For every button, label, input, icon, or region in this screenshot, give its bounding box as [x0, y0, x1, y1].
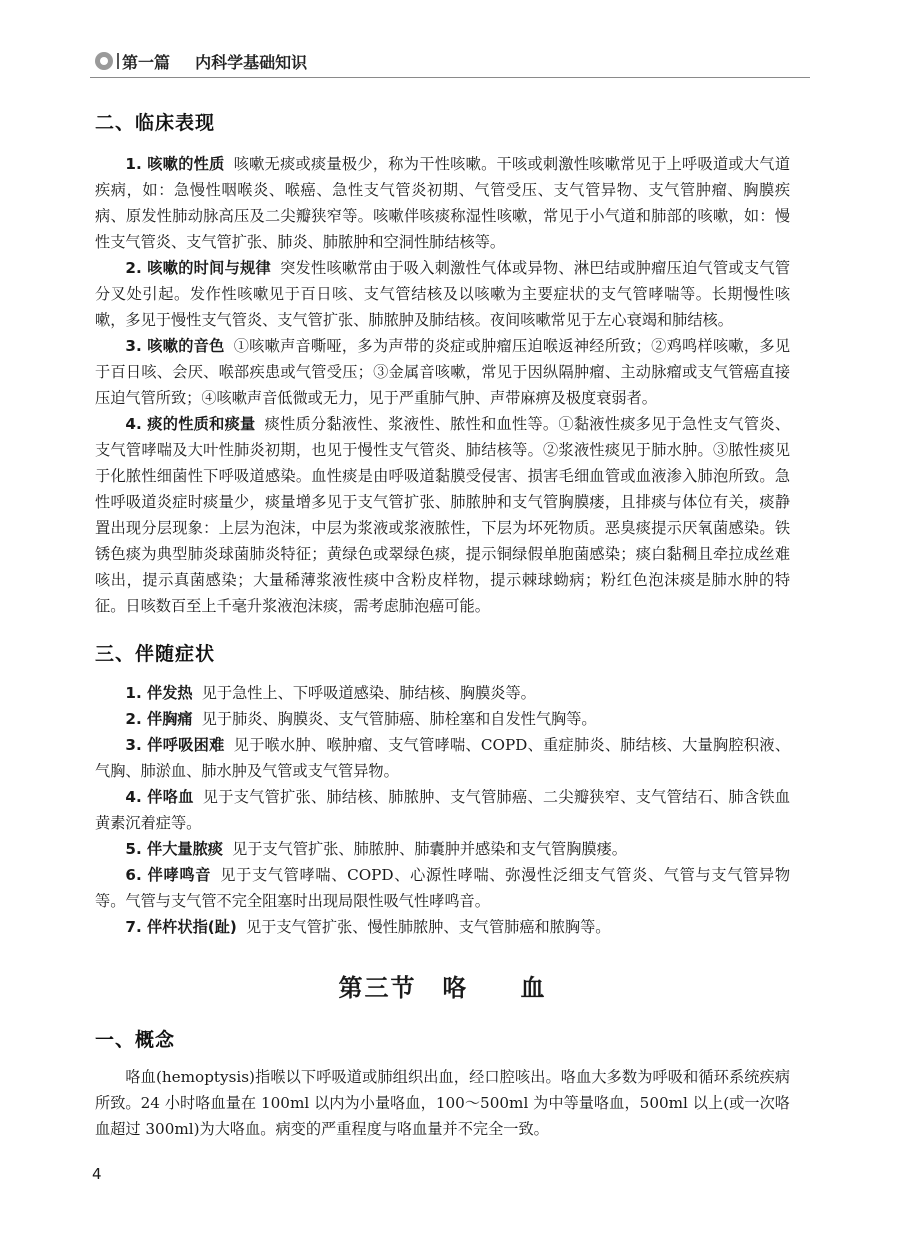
header-part: 第一篇: [122, 53, 171, 72]
item-text: 见于支气管扩张、慢性肺脓肿、支气管肺癌和脓胸等。: [245, 918, 611, 936]
item-text: 见于肺炎、胸膜炎、支气管肺癌、肺栓塞和自发性气胸等。: [201, 710, 597, 728]
list-item: [95, 784, 790, 836]
list-item: [95, 680, 790, 706]
list-item: [95, 732, 790, 784]
paragraph-cough-timing: [95, 255, 790, 333]
header-title: 内科学基础知识: [195, 53, 308, 72]
item-label: 2. 咳嗽的时间与规律: [125, 259, 271, 277]
section-heading-clinical: 二、临床表现: [95, 112, 216, 134]
item-text: 见于支气管扩张、肺结核、肺脓肿、支气管肺癌、二尖瓣狭窄、支气管结石、肺含铁血黄素沉着症等。: [95, 788, 791, 832]
list-item: [95, 862, 790, 914]
paragraph-cough-tone: [95, 333, 790, 411]
item-text: 突发性咳嗽常由于吸入刺激性气体或异物、淋巴结或肿瘤压迫气管或支气管分叉处引起。发作性咳嗽见于百日咳、支气管结核及以咳嗽为主要症状的支气管哮喘等。长期慢性咳嗽，多见于慢性支气管炎、支气管扩张、肺脓肿及肺结核。夜间咳嗽常见于左心衰竭和肺结核。: [95, 259, 791, 329]
item-label: 3. 伴呼吸困难: [125, 736, 225, 754]
item-text: 见于支气管哮喘、COPD、心源性哮喘、弥漫性泛细支气管炎、气管与支气管异物等。气管与支气管不完全阻塞时出现局限性吸气性哮鸣音。: [95, 866, 791, 910]
item-label: 4. 伴咯血: [125, 788, 194, 806]
item-text: 咳嗽无痰或痰量极少，称为干性咳嗽。干咳或刺激性咳嗽常见于上呼吸道或大气道疾病，如：急慢性咽喉炎、喉癌、急性支气管炎初期、气管受压、支气管异物、支气管肿瘤、胸膜疾病、原发性肺动脉高压及二尖瓣狭窄等。咳嗽伴咳痰称湿性咳嗽，常见于小气道和肺部的咳嗽，如：慢性支气管炎、支气管扩张、肺炎、肺脓肿和空洞性肺结核等。: [95, 155, 791, 251]
item-label: 1. 伴发热: [125, 684, 193, 702]
book-icon: [95, 52, 113, 70]
section-heading-concept: 一、概念: [95, 1029, 176, 1051]
item-text: 痰性质分黏液性、浆液性、脓性和血性等。①黏液性痰多见于急性支气管炎、支气管哮喘及大叶性肺炎初期，也见于慢性支气管炎、肺结核等。②浆液性痰见于肺水肿。③脓性痰见于化脓性细菌性下呼吸道感染。血性痰是由呼吸道黏膜受侵害、损害毛细血管或血液渗入肺泡所致。急性呼吸道炎症时痰量少，痰量增多见于支气管扩张、肺脓肿和支气管胸膜瘘，且排痰与体位有关，痰静置出现分层现象：上层为泡沫，中层为浆液或浆液脓性，下层为坏死物质。恶臭痰提示厌氧菌感染。铁锈色痰为典型肺炎球菌肺炎特征；黄绿色或翠绿色痰，提示铜绿假单胞菌感染；痰白黏稠且牵拉成丝难咳出，提示真菌感染；大量稀薄浆液性痰中含粉皮样物，提示棘球蚴病；粉红色泡沫痰是肺水肿的特征。日咳数百至上千毫升浆液泡沫痰，需考虑肺泡癌可能。: [95, 415, 791, 615]
item-label: 2. 伴胸痛: [125, 710, 193, 728]
item-text: 见于支气管扩张、肺脓肿、肺囊肿并感染和支气管胸膜瘘。: [232, 840, 627, 858]
item-label: 4. 痰的性质和痰量: [125, 415, 256, 433]
running-header: [0, 44, 900, 78]
header-text: [122, 50, 307, 73]
item-label: 6. 伴哮鸣音: [125, 866, 212, 884]
item-label: 3. 咳嗽的音色: [125, 337, 225, 355]
item-text: 见于喉水肿、喉肿瘤、支气管哮喘、COPD、重症肺炎、肺结核、大量胸腔积液、气胸、肺淤血、肺水肿及气管或支气管异物。: [95, 736, 791, 780]
item-text: 见于急性上、下呼吸道感染、肺结核、胸膜炎等。: [201, 684, 536, 702]
list-item: [95, 706, 790, 732]
item-text: ①咳嗽声音嘶哑，多为声带的炎症或肿瘤压迫喉返神经所致；②鸡鸣样咳嗽，多见于百日咳、会厌、喉部疾患或气管受压；③金属音咳嗽，常见于因纵隔肿瘤、主动脉瘤或支气管癌直接压迫气管所致；④咳嗽声音低微或无力，见于严重肺气肿、声带麻痹及极度衰弱者。: [95, 337, 791, 407]
paragraph-sputum: [95, 411, 790, 619]
item-label: 5. 伴大量脓痰: [125, 840, 223, 858]
paragraph-cough-nature: [95, 151, 790, 255]
list-item: [95, 836, 790, 862]
section-title: 第三节 咯 血: [338, 974, 547, 1002]
page-number: 4: [92, 1165, 102, 1183]
list-item: [95, 914, 790, 940]
header-rule: [90, 77, 810, 78]
item-label: 7. 伴杵状指(趾): [125, 918, 237, 936]
page-content: [95, 108, 790, 1142]
header-divider: [117, 53, 119, 69]
item-label: 1. 咳嗽的性质: [125, 155, 225, 173]
section-heading-accompanying: 三、伴随症状: [95, 643, 216, 665]
paragraph-concept: 咯血(hemoptysis)指喉以下呼吸道或肺组织出血，经口腔咳出。咯血大多数为呼吸和循环系统疾病所致。24 小时咯血量在 100ml 以内为小量咯血，100～500ml 为中等量咯血，500ml 以上(或一次咯血超过 300ml)为大咯血。病变的严重程度与咯血量并不完全一致。: [95, 1068, 790, 1138]
